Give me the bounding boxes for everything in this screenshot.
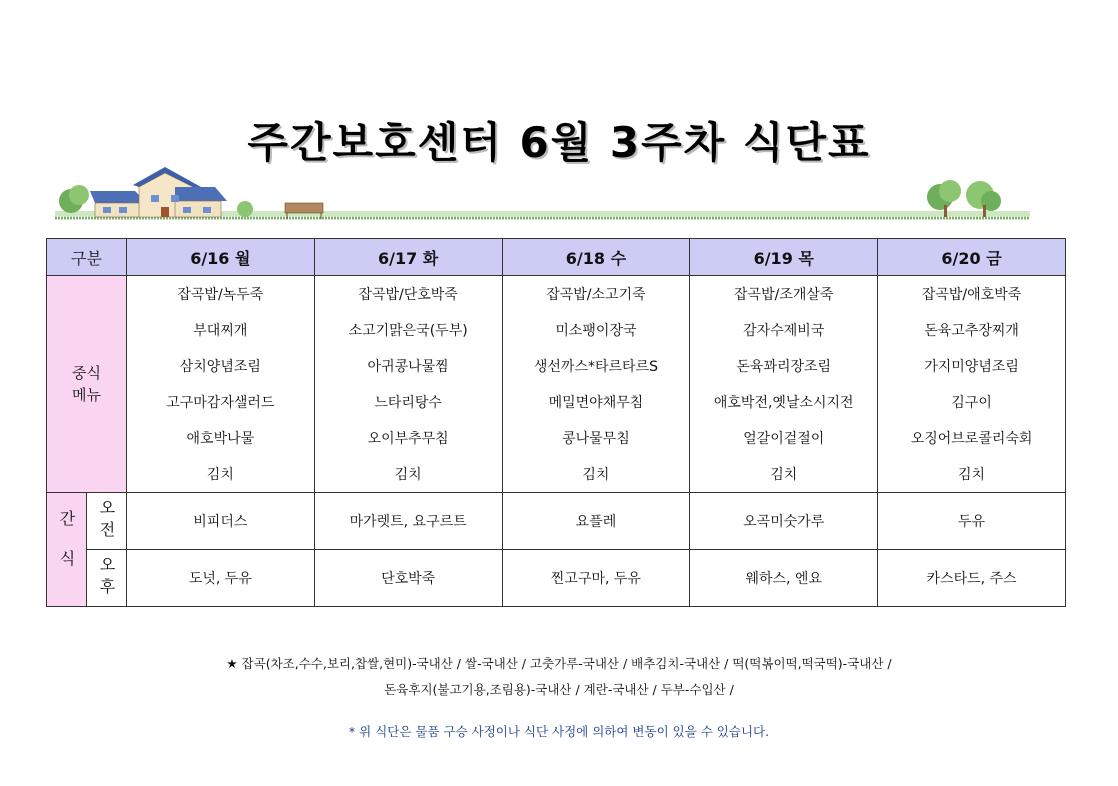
menu-item: 소고기맑은국(두부) [348, 323, 468, 339]
lunch-cell [690, 276, 878, 493]
pm-label: 오후 [86, 550, 126, 607]
menu-item: 삼치양념조림 [179, 359, 261, 375]
menu-item: 오이부추무침 [367, 431, 449, 447]
menu-item: 김치 [958, 467, 986, 483]
snack-pm-cell: 웨하스, 엔요 [690, 550, 878, 607]
category-header: 구분 [47, 239, 127, 276]
menu-item: 김치 [206, 467, 234, 483]
menu-item: 얼갈이겉절이 [743, 431, 825, 447]
snack-pm-row [47, 550, 1066, 607]
snack-am-cell: 비피더스 [126, 493, 314, 550]
house-banner-illustration [55, 165, 1030, 225]
change-notice: * 위 식단은 물품 구승 사정이나 식단 사정에 의하여 변동이 있을 수 있습니다. [348, 724, 770, 739]
lunch-label: 중식 메뉴 [47, 276, 127, 493]
snack-pm-cell: 카스타드, 주스 [878, 550, 1066, 607]
snack-am-cell: 두유 [878, 493, 1066, 550]
menu-item: 생선까스*타르타르S [533, 359, 658, 375]
lunch-cell [878, 276, 1066, 493]
menu-item: 메밀면야채무침 [548, 395, 644, 411]
menu-item: 김치 [582, 467, 610, 483]
menu-item: 김치 [770, 467, 798, 483]
menu-item: 콩나물무침 [562, 431, 630, 447]
menu-item: 잡곡밥/조개살죽 [734, 287, 834, 303]
menu-item: 감자수제비국 [743, 323, 825, 339]
menu-item: 가지미양념조림 [924, 359, 1019, 375]
menu-item: 잡곡밥/소고기죽 [546, 287, 646, 303]
day-header: 6/18 수 [502, 239, 690, 276]
day-header: 6/16 월 [126, 239, 314, 276]
menu-item: 잡곡밥/단호박죽 [358, 287, 458, 303]
lunch-cell [314, 276, 502, 493]
snack-pm-cell: 도넛, 두유 [126, 550, 314, 607]
lunch-cell [502, 276, 690, 493]
lunch-cell [126, 276, 314, 493]
day-header: 6/17 화 [314, 239, 502, 276]
menu-item: 부대찌개 [193, 323, 248, 339]
menu-item: 느타리탕수 [374, 395, 442, 411]
snack-pm-cell: 찐고구마, 두유 [502, 550, 690, 607]
menu-item: 아귀콩나물찜 [367, 359, 449, 375]
snack-am-cell: 요플레 [502, 493, 690, 550]
menu-item: 돈육고추장찌개 [924, 323, 1019, 339]
page-title: 주간보호센터 6월 3주차 식단표 [247, 118, 871, 167]
snack-am-cell: 마가렛트, 요구르트 [314, 493, 502, 550]
menu-item: 돈육꽈리장조림 [736, 359, 832, 375]
menu-item: 고구마감자샐러드 [166, 395, 275, 411]
am-label: 오전 [86, 493, 126, 550]
menu-item: 김치 [394, 467, 422, 483]
menu-item: 애호박전,옛날소시지전 [713, 395, 854, 411]
day-header: 6/20 금 [878, 239, 1066, 276]
snack-label: 간식 [47, 493, 87, 607]
menu-item: 잡곡밥/녹두죽 [177, 287, 264, 303]
origin-notice-line2: 돈육후지(불고기용,조림용)-국내산 / 계란-국내산 / 두부-수입산 / [384, 682, 734, 697]
menu-item: 애호박나물 [186, 431, 255, 447]
menu-item: 미소팽이장국 [555, 323, 637, 339]
day-header: 6/19 목 [690, 239, 878, 276]
menu-item: 오징어브로콜리숙회 [910, 431, 1033, 447]
snack-am-row [47, 493, 1066, 550]
menu-table [46, 238, 1066, 607]
menu-item: 김구이 [951, 395, 992, 411]
header-row [47, 239, 1066, 276]
snack-pm-cell: 단호박죽 [314, 550, 502, 607]
menu-item: 잡곡밥/애호박죽 [921, 287, 1022, 303]
snack-am-cell: 오곡미숫가루 [690, 493, 878, 550]
lunch-row [47, 276, 1066, 493]
origin-notice-line1: ★ 잡곡(차조,수수,보리,찹쌀,현미)-국내산 / 쌀-국내산 / 고춧가루-국내산 / 배추김치-국내산 / 떡(떡볶이떡,떡국떡)-국내산 / [226, 656, 892, 671]
